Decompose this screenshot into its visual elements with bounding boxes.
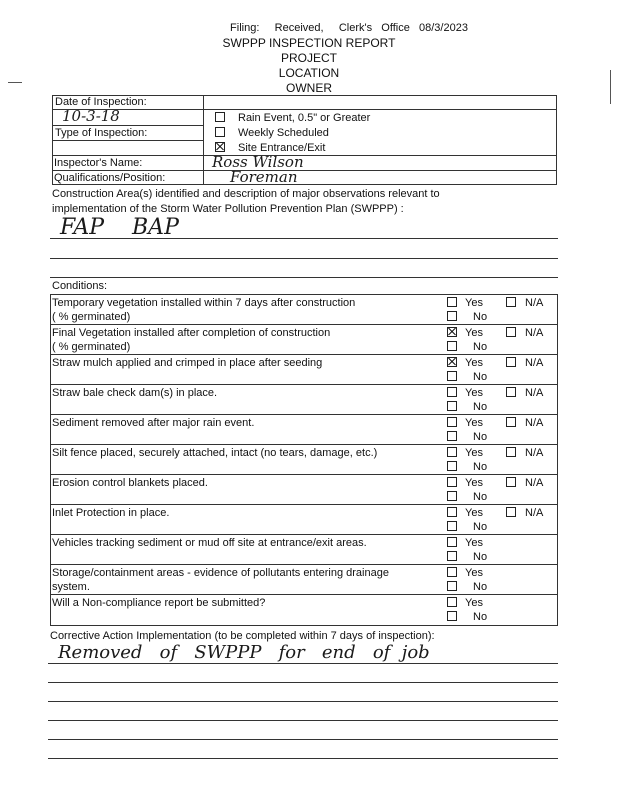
corrective-rule bbox=[48, 701, 558, 702]
conditions-row-rule bbox=[51, 384, 557, 385]
corrective-label: Corrective Action Implementation (to be completed within 7 days of inspection): bbox=[50, 630, 435, 642]
date-value: 10-3-18 bbox=[62, 107, 120, 125]
condition-no-label: No bbox=[473, 491, 488, 503]
condition-text: Straw mulch applied and crimped in place after seeding bbox=[52, 357, 323, 369]
condition-yes-label: Yes bbox=[465, 537, 483, 549]
condition-text: Vehicles tracking sediment or mud off site at entrance/exit areas. bbox=[52, 537, 367, 549]
condition-no-checkbox[interactable] bbox=[447, 371, 457, 381]
info-rule bbox=[52, 125, 203, 126]
condition-text: Temporary vegetation installed within 7 days after construction bbox=[52, 297, 356, 309]
condition-yes-checkbox[interactable] bbox=[447, 537, 457, 547]
condition-na-checkbox[interactable] bbox=[506, 507, 516, 517]
condition-no-label: No bbox=[473, 611, 488, 623]
construction-label-line2: implementation of the Storm Water Pollution Prevention Plan (SWPPP) : bbox=[52, 203, 404, 215]
corrective-rule bbox=[48, 758, 558, 759]
condition-no-label: No bbox=[473, 431, 488, 443]
condition-no-label: No bbox=[473, 521, 488, 533]
conditions-row-rule bbox=[51, 474, 557, 475]
condition-yes-label: Yes bbox=[465, 567, 483, 579]
condition-yes-label: Yes bbox=[465, 507, 483, 519]
qualifications-label: Qualifications/Position: bbox=[54, 172, 166, 184]
condition-yes-checkbox[interactable] bbox=[447, 477, 457, 487]
condition-yes-label: Yes bbox=[465, 297, 483, 309]
conditions-row-rule bbox=[51, 324, 557, 325]
conditions-row-rule bbox=[51, 354, 557, 355]
condition-yes-label: Yes bbox=[465, 417, 483, 429]
condition-yes-checkbox[interactable] bbox=[447, 597, 457, 607]
condition-text: Straw bale check dam(s) in place. bbox=[52, 387, 218, 399]
project-heading: PROJECT bbox=[280, 51, 337, 65]
conditions-row-rule bbox=[51, 594, 557, 595]
rain-event-checkbox[interactable] bbox=[215, 112, 225, 122]
condition-yes-checkbox[interactable] bbox=[447, 327, 457, 337]
condition-yes-label: Yes bbox=[465, 327, 483, 339]
condition-na-label: N/A bbox=[525, 507, 544, 519]
condition-text-line2: ( % germinated) bbox=[52, 311, 131, 323]
condition-na-checkbox[interactable] bbox=[506, 327, 516, 337]
condition-na-checkbox[interactable] bbox=[506, 417, 516, 427]
condition-na-label: N/A bbox=[525, 357, 544, 369]
info-rule bbox=[52, 140, 203, 141]
condition-no-checkbox[interactable] bbox=[447, 611, 457, 621]
condition-yes-checkbox[interactable] bbox=[447, 357, 457, 367]
construction-rule bbox=[50, 277, 558, 278]
corrective-rule bbox=[48, 663, 558, 664]
condition-yes-label: Yes bbox=[465, 477, 483, 489]
condition-text-line2: ( % germinated) bbox=[52, 341, 131, 353]
date-label: Date of Inspection: bbox=[55, 96, 147, 108]
condition-no-label: No bbox=[473, 551, 488, 563]
condition-no-label: No bbox=[473, 341, 488, 353]
construction-rule bbox=[50, 238, 558, 239]
info-rule bbox=[52, 155, 557, 156]
corrective-rule bbox=[48, 720, 558, 721]
info-rule bbox=[203, 109, 557, 110]
condition-na-checkbox[interactable] bbox=[506, 387, 516, 397]
condition-na-label: N/A bbox=[525, 387, 544, 399]
condition-na-label: N/A bbox=[525, 327, 544, 339]
conditions-row-rule bbox=[51, 504, 557, 505]
site-entrance-label: Site Entrance/Exit bbox=[238, 142, 326, 154]
site-entrance-checkbox[interactable] bbox=[215, 142, 225, 152]
condition-no-label: No bbox=[473, 311, 488, 323]
condition-no-checkbox[interactable] bbox=[447, 401, 457, 411]
condition-text: Erosion control blankets placed. bbox=[52, 477, 208, 489]
conditions-label: Conditions: bbox=[52, 280, 108, 292]
corrective-rule bbox=[48, 739, 558, 740]
rain-event-label: Rain Event, 0.5" or Greater bbox=[238, 112, 371, 124]
condition-no-label: No bbox=[473, 401, 488, 413]
condition-no-checkbox[interactable] bbox=[447, 581, 457, 591]
condition-yes-checkbox[interactable] bbox=[447, 507, 457, 517]
location-heading: LOCATION bbox=[278, 66, 340, 80]
condition-no-checkbox[interactable] bbox=[447, 431, 457, 441]
condition-yes-checkbox[interactable] bbox=[447, 417, 457, 427]
condition-no-checkbox[interactable] bbox=[447, 461, 457, 471]
condition-no-checkbox[interactable] bbox=[447, 521, 457, 531]
condition-yes-checkbox[interactable] bbox=[447, 297, 457, 307]
conditions-row-rule bbox=[51, 534, 557, 535]
report-title: SWPPP INSPECTION REPORT bbox=[222, 36, 396, 50]
owner-heading: OWNER bbox=[286, 81, 332, 95]
conditions-row-rule bbox=[51, 564, 557, 565]
conditions-row-rule bbox=[51, 414, 557, 415]
condition-text: Storage/containment areas - evidence of pollutants entering drainage bbox=[52, 567, 389, 579]
condition-text-line2: system. bbox=[52, 581, 90, 593]
condition-no-checkbox[interactable] bbox=[447, 491, 457, 501]
filing-stamp: Filing: Received, Clerk's Office 08/3/2023 bbox=[230, 22, 468, 34]
scan-mark bbox=[8, 82, 22, 83]
condition-na-label: N/A bbox=[525, 477, 544, 489]
condition-no-checkbox[interactable] bbox=[447, 551, 457, 561]
condition-yes-label: Yes bbox=[465, 387, 483, 399]
condition-no-label: No bbox=[473, 581, 488, 593]
inspector-label: Inspector's Name: bbox=[54, 157, 143, 169]
condition-text: Sediment removed after major rain event. bbox=[52, 417, 255, 429]
condition-yes-checkbox[interactable] bbox=[447, 447, 457, 457]
scan-mark bbox=[610, 70, 611, 104]
condition-na-checkbox[interactable] bbox=[506, 297, 516, 307]
condition-yes-label: Yes bbox=[465, 447, 483, 459]
construction-label-line1: Construction Area(s) identified and description of major observations relevant to bbox=[52, 188, 440, 200]
condition-no-label: No bbox=[473, 461, 488, 473]
qualifications-value: Foreman bbox=[230, 168, 298, 186]
condition-yes-checkbox[interactable] bbox=[447, 567, 457, 577]
condition-na-checkbox[interactable] bbox=[506, 477, 516, 487]
inspector-value: Ross Wilson bbox=[212, 153, 304, 171]
conditions-row-rule bbox=[51, 444, 557, 445]
info-rule bbox=[52, 170, 557, 171]
condition-na-label: N/A bbox=[525, 417, 544, 429]
condition-na-checkbox[interactable] bbox=[506, 357, 516, 367]
condition-no-checkbox[interactable] bbox=[447, 341, 457, 351]
condition-na-label: N/A bbox=[525, 447, 544, 459]
condition-no-label: No bbox=[473, 371, 488, 383]
weekly-scheduled-checkbox[interactable] bbox=[215, 127, 225, 137]
condition-text: Inlet Protection in place. bbox=[52, 507, 170, 519]
condition-no-checkbox[interactable] bbox=[447, 311, 457, 321]
condition-text: Will a Non-compliance report be submitted? bbox=[52, 597, 266, 609]
condition-text: Silt fence placed, securely attached, intact (no tears, damage, etc.) bbox=[52, 447, 378, 459]
condition-na-label: N/A bbox=[525, 297, 544, 309]
condition-na-checkbox[interactable] bbox=[506, 447, 516, 457]
construction-handwritten: FAP BAP bbox=[60, 215, 179, 240]
condition-yes-label: Yes bbox=[465, 357, 483, 369]
construction-rule bbox=[50, 258, 558, 259]
conditions-table bbox=[50, 294, 558, 626]
condition-yes-checkbox[interactable] bbox=[447, 387, 457, 397]
weekly-scheduled-label: Weekly Scheduled bbox=[238, 127, 329, 139]
type-label: Type of Inspection: bbox=[55, 127, 148, 139]
condition-text: Final Vegetation installed after completion of construction bbox=[52, 327, 331, 339]
corrective-rule bbox=[48, 682, 558, 683]
corrective-handwritten: Removed of SWPPP for end of job bbox=[58, 642, 430, 663]
condition-yes-label: Yes bbox=[465, 597, 483, 609]
